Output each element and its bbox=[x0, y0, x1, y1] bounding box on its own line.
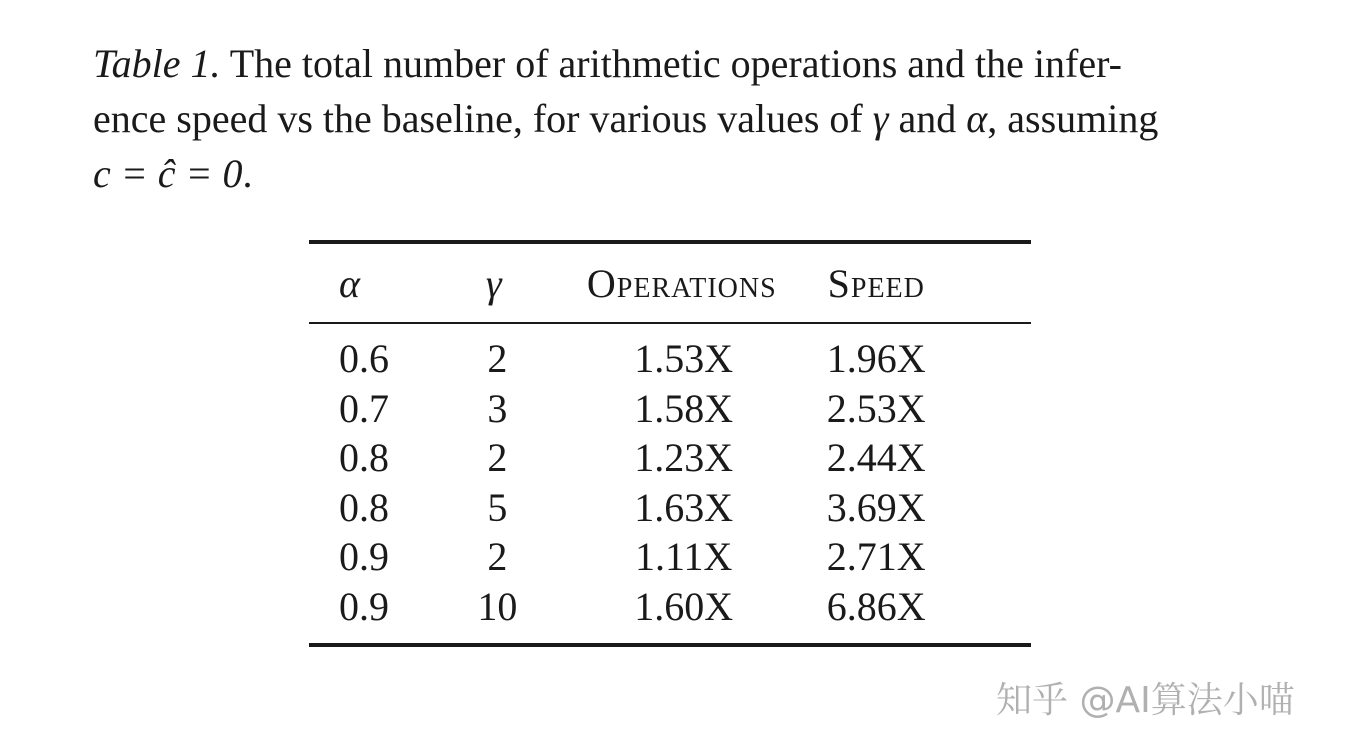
caption-period: . bbox=[242, 151, 253, 196]
header-operations: Operations bbox=[586, 260, 777, 306]
cell-speed: 2.53X bbox=[826, 385, 926, 431]
caption-line-1 bbox=[93, 36, 1273, 91]
caption-line-2 bbox=[93, 91, 1273, 146]
caption-line-3 bbox=[93, 146, 1273, 201]
cell-speed: 2.44X bbox=[826, 435, 926, 480]
table-body bbox=[309, 324, 1031, 643]
caption-equation: c = ĉ = 0 bbox=[93, 151, 243, 196]
cell-alpha: 0.6 bbox=[339, 336, 389, 381]
cell-operations: 1.53X bbox=[634, 336, 734, 381]
cell-gamma: 2 bbox=[487, 336, 508, 381]
table-caption bbox=[93, 36, 1273, 201]
table-row bbox=[309, 433, 1031, 483]
cell-operations: 1.23X bbox=[634, 435, 734, 480]
cell-alpha: 0.8 bbox=[339, 484, 389, 530]
bottom-rule bbox=[309, 643, 1031, 647]
data-table bbox=[309, 244, 1031, 322]
cell-alpha: 0.9 bbox=[339, 534, 389, 579]
cell-operations: 1.58X bbox=[634, 385, 734, 431]
cell-speed: 6.86X bbox=[826, 583, 926, 629]
gamma-symbol: γ bbox=[872, 96, 889, 141]
caption-text-2a: ence speed vs the baseline, for various values of bbox=[93, 96, 873, 141]
cell-speed: 1.96X bbox=[826, 336, 926, 381]
caption-text-and: and bbox=[888, 96, 967, 141]
cell-gamma: 10 bbox=[477, 583, 518, 629]
header-row bbox=[309, 244, 1031, 322]
cell-operations: 1.60X bbox=[634, 583, 734, 629]
cell-gamma: 2 bbox=[487, 435, 508, 480]
cell-speed: 2.71X bbox=[826, 534, 926, 579]
cell-gamma: 2 bbox=[487, 534, 508, 579]
watermark: 知乎 @AI算法小喵 bbox=[996, 680, 1295, 721]
caption-text-1: The total number of arithmetic operations and the infer- bbox=[220, 41, 1122, 86]
table-label: Table 1. bbox=[93, 41, 221, 86]
header-alpha: α bbox=[339, 260, 360, 306]
caption-text-2b: , assuming bbox=[987, 96, 1159, 141]
table-header bbox=[309, 244, 1031, 322]
cell-gamma: 5 bbox=[487, 484, 508, 530]
cell-operations: 1.63X bbox=[634, 484, 734, 530]
cell-alpha: 0.7 bbox=[339, 385, 389, 431]
cell-operations: 1.11X bbox=[635, 534, 733, 579]
table-row bbox=[309, 384, 1031, 434]
header-speed: Speed bbox=[827, 260, 925, 306]
table-row bbox=[309, 483, 1031, 533]
cell-alpha: 0.8 bbox=[339, 435, 389, 480]
data-table-body bbox=[309, 324, 1031, 643]
cell-speed: 3.69X bbox=[826, 484, 926, 530]
cell-alpha: 0.9 bbox=[339, 583, 389, 629]
cell-gamma: 3 bbox=[487, 385, 508, 431]
results-table bbox=[309, 240, 1031, 647]
table-row bbox=[309, 582, 1031, 644]
header-gamma: γ bbox=[485, 260, 502, 306]
alpha-symbol: α bbox=[966, 96, 988, 141]
table-row bbox=[309, 324, 1031, 384]
table-row bbox=[309, 532, 1031, 582]
